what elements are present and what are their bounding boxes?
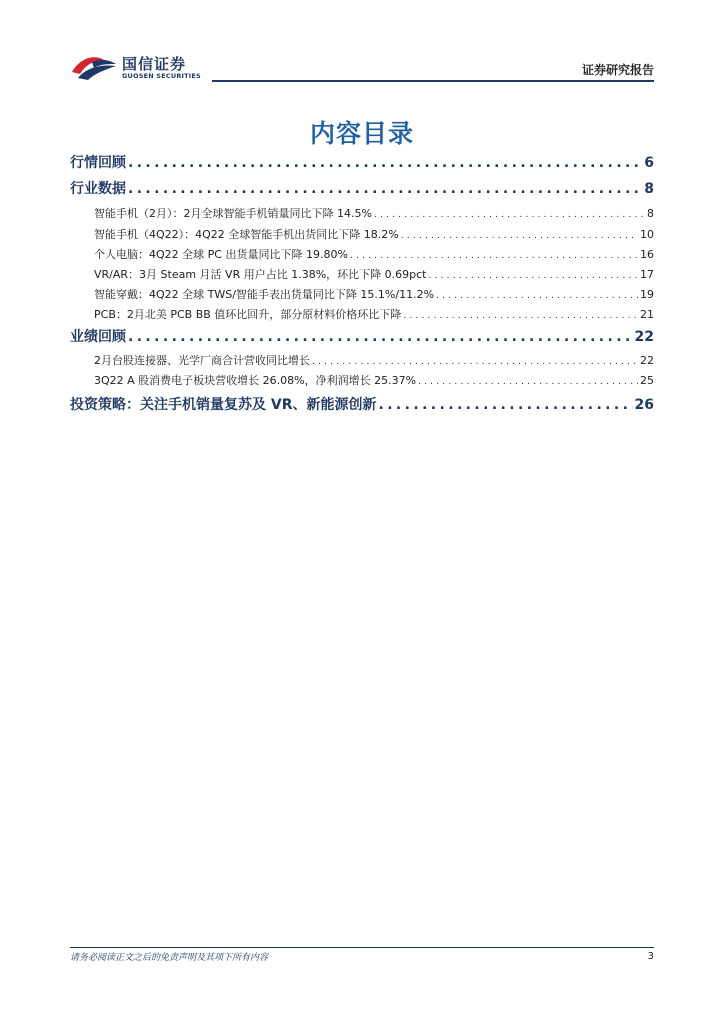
toc-leader — [312, 354, 638, 367]
toc-entry[interactable] — [70, 226, 654, 242]
toc-entry-label: 行情回顾 — [70, 155, 126, 171]
toc-leader — [128, 155, 642, 171]
toc-entry[interactable] — [70, 306, 654, 322]
toc-entry-label: 业绩回顾 — [70, 329, 126, 345]
footer-disclaimer: 请务必阅读正文之后的免责声明及其项下所有内容 — [70, 953, 269, 963]
toc-entry-label: 智能手机（2月）：2月全球智能手机销量同比下降 14.5% — [94, 207, 372, 220]
brand-name-en: GUOSEN SECURITIES — [122, 72, 201, 80]
toc-leader — [374, 207, 645, 220]
toc-leader — [128, 329, 633, 345]
toc-leader — [418, 374, 638, 387]
toc-entry-label: 行业数据 — [70, 181, 126, 197]
brand-logo — [70, 50, 210, 84]
toc-entry[interactable] — [70, 266, 654, 282]
toc-entry-label: 投资策略：关注手机销量复苏及 VR、新能源创新 — [70, 397, 377, 413]
brand-name-cn: 国信证券 — [122, 55, 187, 73]
footer-rule — [70, 947, 654, 948]
toc-entry[interactable] — [70, 246, 654, 262]
toc-entry-label: 3Q22 A 股消费电子板块营收增长 26.08%，净利润增长 25.37% — [94, 374, 417, 387]
page-number: 3 — [647, 951, 654, 962]
toc-entry-page: 26 — [634, 397, 654, 413]
toc-entry[interactable] — [70, 286, 654, 302]
toc-leader — [379, 397, 633, 413]
report-type-label: 证券研究报告 — [581, 63, 654, 77]
toc-entry-label: 智能手机（4Q22）：4Q22 全球智能手机出货同比下降 18.2% — [94, 228, 399, 241]
guosen-logo-icon — [70, 50, 120, 82]
toc-entry[interactable] — [70, 352, 654, 368]
toc-entry-page: 21 — [640, 308, 654, 321]
toc-entry-page: 25 — [640, 374, 654, 387]
toc-entry-page: 8 — [644, 181, 654, 197]
header-rule — [212, 80, 654, 82]
toc-entry-label: PCB：2月北美 PCB BB 值环比回升，部分原材料价格环比下降 — [94, 308, 402, 321]
toc-leader — [429, 268, 639, 281]
toc-entry[interactable] — [70, 152, 654, 172]
toc-leader — [436, 288, 638, 301]
toc-entry-page: 19 — [640, 288, 654, 301]
toc-entry-page: 22 — [634, 329, 654, 345]
toc-leader — [403, 308, 638, 321]
toc-entry-page: 17 — [640, 268, 654, 281]
toc-entry-page: 16 — [640, 248, 654, 261]
toc-entry-page: 8 — [647, 207, 654, 220]
toc-entry-page: 22 — [640, 354, 654, 367]
toc-entry-label: 2月台股连接器、光学厂商合计营收同比增长 — [94, 354, 310, 367]
toc-entry[interactable] — [70, 372, 654, 388]
toc-entry-label: VR/AR：3月 Steam 月活 VR 用户占比 1.38%，环比下降 0.69pct — [94, 268, 427, 281]
toc-entry-page: 6 — [644, 155, 654, 171]
toc-entry-label: 智能穿戴：4Q22 全球 TWS/智能手表出货量同比下降 15.1%/11.2% — [94, 288, 435, 301]
toc-entry[interactable] — [70, 178, 654, 198]
toc-leader — [350, 248, 638, 261]
toc-entry[interactable] — [70, 205, 654, 221]
toc-leader — [401, 228, 638, 241]
page-header — [0, 0, 724, 90]
toc-entry[interactable] — [70, 394, 654, 414]
page-title: 内容目录 — [309, 119, 414, 148]
toc-entry-page: 10 — [640, 228, 654, 241]
toc-entry-label: 个人电脑：4Q22 全球 PC 出货量同比下降 19.80% — [94, 248, 348, 261]
toc-leader — [128, 181, 642, 197]
toc-entry[interactable] — [70, 326, 654, 346]
